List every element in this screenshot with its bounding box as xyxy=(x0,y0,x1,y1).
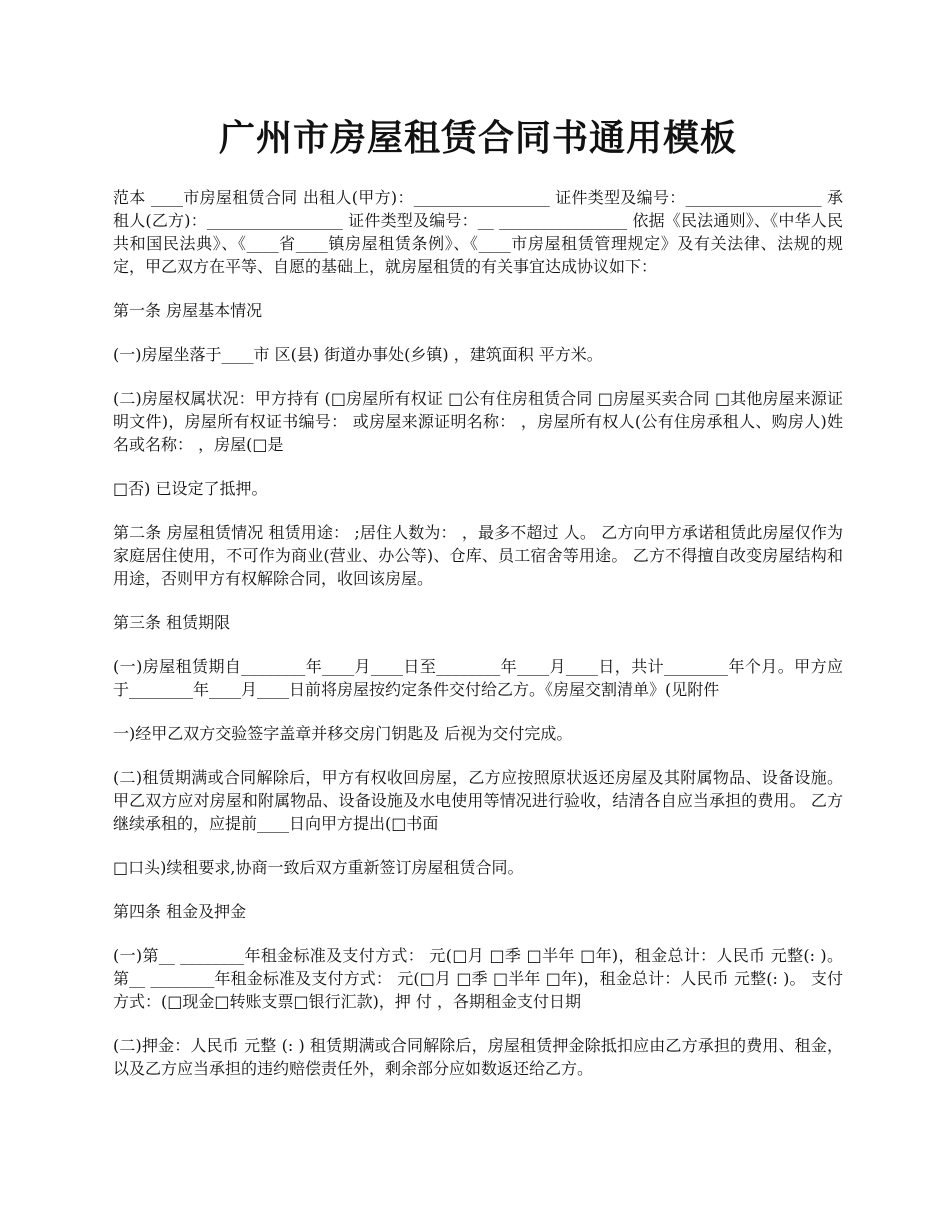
paragraph: (一)房屋租赁期自________年____月____日至________年____月____日，共计________年个月。甲方应于________年____月____日前将房屋按约定条件交付给乙方。《房屋交割清单》(见附件 xyxy=(113,657,843,699)
paragraph: (二)押金：人民币 元整 (: ) 租赁期满或合同解除后，房屋租赁押金除抵扣应由乙方承担的费用、租金，以及乙方应当承担的违约赔偿责任外，剩余部分应如数返还给乙方。 xyxy=(113,1036,843,1078)
article-2-paragraph: 第二条 房屋租赁情况 租赁用途： ;居住人数为： ，最多不超过 人。 乙方向甲方承诺租赁此房屋仅作为家庭居住使用，不可作为商业(营业、办公等)、仓库、员工宿舍等用途。 乙方不得擅自改变房屋结构和用途，否则甲方有权解除合同，收回该房屋。 xyxy=(113,523,843,588)
paragraph: (二)租赁期满或合同解除后，甲方有权收回房屋，乙方应按照原状返还房屋及其附属物品、设备设施。甲乙双方应对房屋和附属物品、设备设施及水电使用等情况进行验收，结清各自应当承担的费用。 乙方继续承租的，应提前____日向甲方提出(□书面 xyxy=(113,768,843,833)
article-4-heading: 第四条 租金及押金 xyxy=(113,902,247,921)
paragraph: □否) 已设定了抵押。 xyxy=(113,479,268,498)
document-title: 广州市房屋租赁合同书通用模板 xyxy=(218,117,737,159)
paragraph: (一)第__ ________年租金标准及支付方式： 元(□月 □季 □半年 □年)，租金总计：人民币 元整(: )。 第__ ________年租金标准及支付方式： 元(□月 □季 □半年 □年)，租金总计：人民币 元整(: )。 支付方式：(□现金□转账支票□银行汇款)，押 付 ，各期租金支付日期 xyxy=(113,946,843,1011)
paragraph: (一)房屋坐落于____市 区(县) 街道办事处(乡镇) ，建筑面积 平方米。 xyxy=(113,345,603,364)
paragraph: □口头)续租要求,协商一致后双方重新签订房屋租赁合同。 xyxy=(113,858,524,877)
document-page xyxy=(113,0,843,1080)
article-3-heading: 第三条 租赁期限 xyxy=(113,613,231,632)
article-1-heading: 第一条 房屋基本情况 xyxy=(113,301,263,320)
paragraph: 一)经甲乙双方交验签字盖章并移交房门钥匙及 后视为交付完成。 xyxy=(113,724,573,743)
paragraph: (二)房屋权属状况：甲方持有 (□房屋所有权证 □公有住房租赁合同 □房屋买卖合同 □其他房屋来源证明文件)，房屋所有权证书编号： 或房屋来源证明名称： ，房屋所有权人(公有住房承租人、购房人)姓名或名称： ，房屋(□是 xyxy=(113,389,843,454)
intro-paragraph: 范本 ____市房屋租赁合同 出租人(甲方)：_________________ 证件类型及编号：_________________ 承租人(乙方)：_________________ 证件类型及编号：__ ________________ 依据《民法通则》、《中华人民共和国民法典》、《____省____镇房屋租赁条例》、《____市房屋租赁管理规定》及有关法律、法规的规定，甲乙双方在平等、自愿的基础上，就房屋租赁的有关事宜达成协议如下： xyxy=(113,188,843,276)
